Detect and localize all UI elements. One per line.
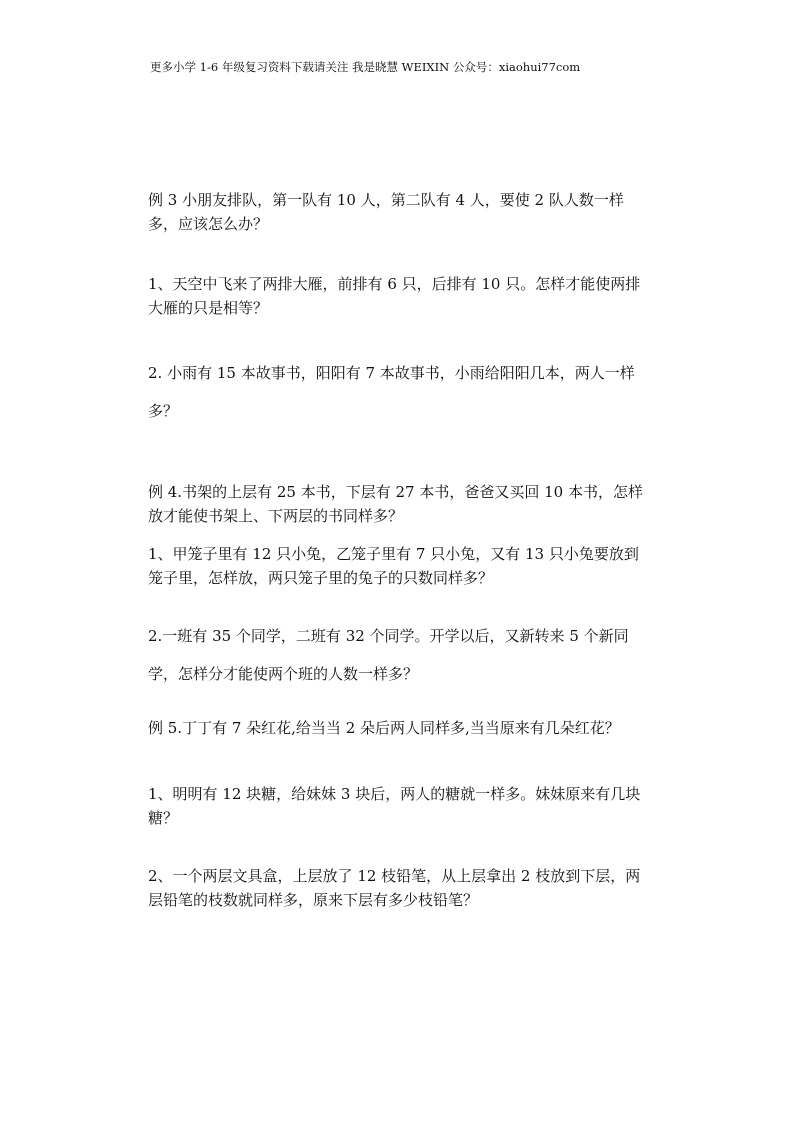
practice-3-question: 1、甲笼子里有 12 只小兔，乙笼子里有 7 只小兔，又有 13 只小兔要放到笼子里，怎样放，两只笼子里的兔子的只数同样多？: [148, 545, 639, 587]
practice-5-question: 1、明明有 12 块糖，给妹妹 3 块后，两人的糖就一样多。妹妹原来有几块糖？: [148, 785, 641, 827]
practice-6-question: 2、一个两层文具盒，上层放了 12 枝铅笔，从上层拿出 2 枝放到下层，两层铅笔的枝数就同样多，原来下层有多少枝铅笔？: [148, 867, 641, 909]
practice-2-question: 2. 小雨有 15 本故事书，阳阳有 7 本故事书，小雨给阳阳几本，两人一样多？: [148, 364, 635, 420]
practice-4-question: 2.一班有 35 个同学，二班有 32 个同学。开学以后，又新转来 5 个新同学，怎样分才能使两个班的人数一样多？: [148, 627, 629, 683]
practice-1-question: 1、天空中飞来了两排大雁，前排有 6 只，后排有 10 只。怎样才能使两排大雁的只是相等？: [148, 275, 641, 317]
example-3-question: 例 3 小朋友排队，第一队有 10 人，第二队有 4 人，要使 2 队人数一样多，应该怎么办？: [148, 191, 624, 233]
page-header: 更多小学 1-6 年级复习资料下载请关注 我是晓慧 WEIXIN 公众号：xiaohui77com: [150, 60, 581, 74]
example-5-question: 例 5.丁丁有 7 朵红花,给当当 2 朵后两人同样多,当当原来有几朵红花？: [148, 719, 620, 737]
example-4-question: 例 4.书架的上层有 25 本书，下层有 27 本书，爸爸又买回 10 本书，怎样放才能使书架上、下两层的书同样多？: [148, 483, 643, 525]
